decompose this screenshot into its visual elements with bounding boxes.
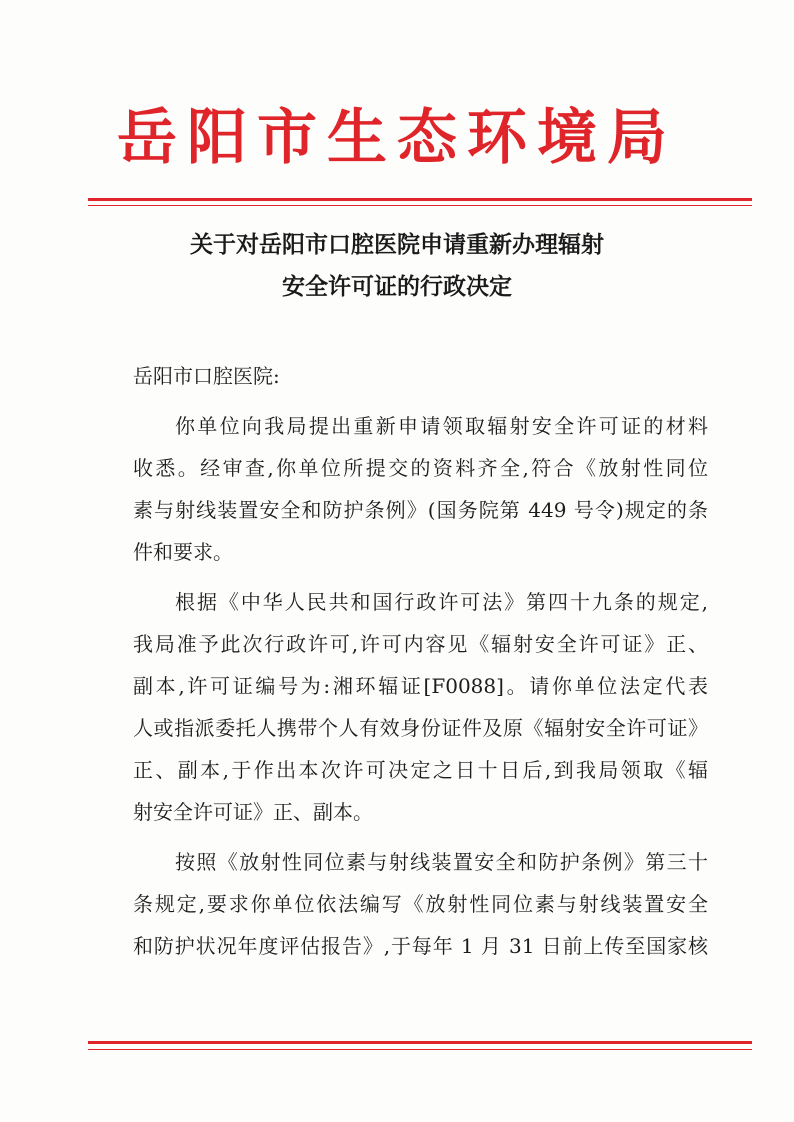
paragraph-line: 我局准予此次行政许可,许可内容见《辐射安全许可证》正、 bbox=[133, 632, 708, 656]
paragraph-line: 你单位向我局提出重新申请领取辐射安全许可证的材料 bbox=[175, 414, 708, 438]
paragraph-decision bbox=[133, 581, 708, 833]
paragraph-line: 收悉。经审查,你单位所提交的资料齐全,符合《放射性同位 bbox=[133, 456, 708, 480]
paragraph-line: 人或指派委托人携带个人有效身份证件及原《辐射安全许可证》 bbox=[133, 716, 708, 740]
title-line-1: 关于对岳阳市口腔医院申请重新办理辐射 bbox=[190, 231, 604, 258]
paragraph-line: 和防护状况年度评估报告》,于每年 1 月 31 日前上传至国家核 bbox=[133, 934, 708, 958]
agency-header: 岳阳市生态环境局 bbox=[117, 103, 677, 173]
paragraph-line: 条规定,要求你单位依法编写《放射性同位素与射线装置安全 bbox=[133, 892, 708, 916]
document-title bbox=[0, 224, 794, 308]
document-body bbox=[133, 355, 708, 967]
footer-rule-thick bbox=[88, 1041, 752, 1044]
footer-rule-thin bbox=[88, 1049, 752, 1050]
title-line-2: 安全许可证的行政决定 bbox=[282, 273, 512, 300]
paragraph-requirement bbox=[133, 841, 708, 967]
paragraph-line: 按照《放射性同位素与射线装置安全和防护条例》第三十 bbox=[175, 850, 708, 874]
paragraph-line: 素与射线装置安全和防护条例》(国务院第 449 号令)规定的条 bbox=[133, 498, 708, 522]
header-rule-thick bbox=[88, 198, 752, 201]
paragraph-line: 根据《中华人民共和国行政许可法》第四十九条的规定, bbox=[175, 590, 708, 614]
paragraph-line: 射安全许可证》正、副本。 bbox=[133, 800, 373, 824]
paragraph-line: 正、副本,于作出本次许可决定之日十日后,到我局领取《辐 bbox=[133, 758, 708, 782]
paragraph-line: 件和要求。 bbox=[133, 540, 233, 564]
header-rule-thin bbox=[88, 205, 752, 206]
recipient-line: 岳阳市口腔医院: bbox=[133, 364, 280, 388]
paragraph-line: 副本,许可证编号为:湘环辐证[F0088]。请你单位法定代表 bbox=[133, 674, 708, 698]
paragraph-application bbox=[133, 405, 708, 573]
